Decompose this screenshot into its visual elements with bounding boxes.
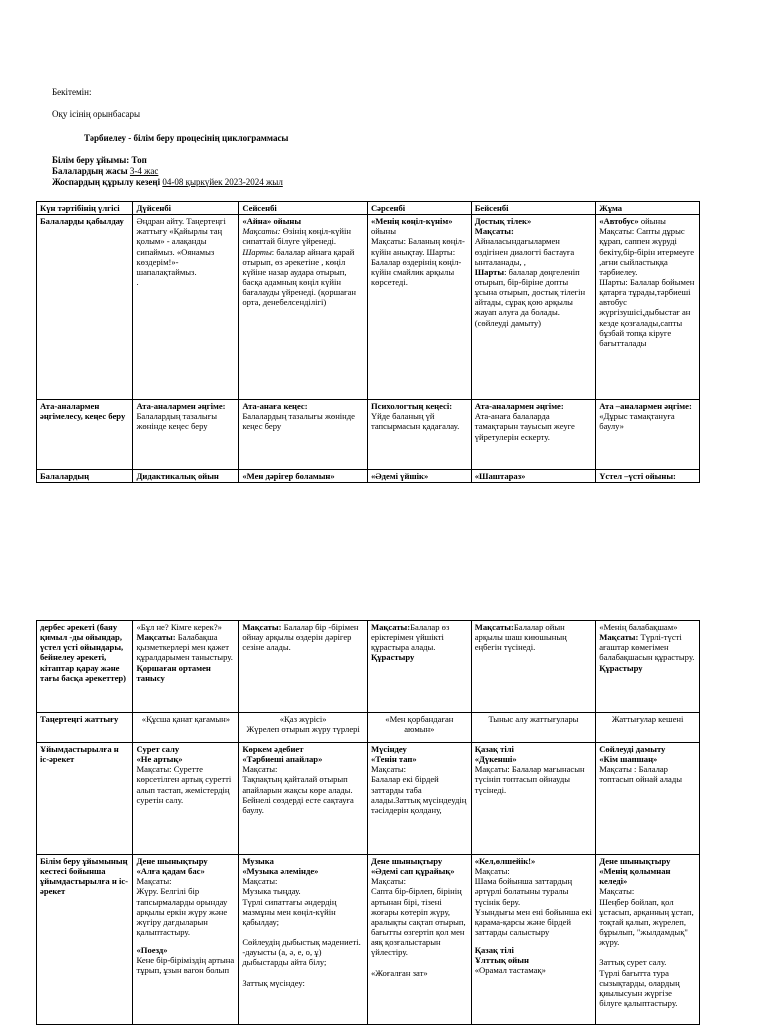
goal-text: Балалар бір -бірімен ойнау арқылы өздерін дәрігер сезіне алады. <box>242 622 359 653</box>
goal-text: Түрлі-түсті ағаштар көмегімен балабақшасын құрастыру. <box>599 632 695 663</box>
table-header-row <box>37 202 700 215</box>
area-label: Құрастыру <box>370 652 415 663</box>
cell-title <box>371 216 468 236</box>
cell-title-rest: ойыны <box>370 226 397 237</box>
cell-text: Ата-анаға балаларда тамақтарын тауысып жеуге үйретулерін ескерту. <box>474 411 575 442</box>
cell-thu-reception <box>471 215 596 400</box>
cell-title: «Кім шапшаң» <box>599 754 658 765</box>
cell-text: Кене бір-бірімiздің артына тұрып, ұзын вагон болып <box>136 955 235 976</box>
table-row <box>37 713 700 743</box>
subject-label: Дене шынықтыру <box>370 856 443 866</box>
cell-tue-parents <box>239 400 368 470</box>
cell-mon-organized <box>133 743 239 855</box>
cell-text: Мақсаты: Жүру. Белгілі бір тапсырмаларды орындау арқылы еркін жүру және жүгіру дағдыларын қалыптастыру. <box>136 876 228 937</box>
cell-fri-exercise: Жаттығулар кешені <box>596 713 700 743</box>
cyclogram-table-page1 <box>36 201 700 483</box>
cell-wed-reception <box>367 215 471 400</box>
cell-mon-reception: Әңдран айту. Таңертеңгі жаттығу «Қайырлы таң қолым» - алақанды сипаймыз. «Оянамыз көздерім!»- шапалақтаймыз. . <box>133 215 239 400</box>
goal-text: Балалар ойын арқылы шаш киюшының еңбегін түсінеді. <box>474 622 567 653</box>
age-line <box>52 166 158 176</box>
goal-text: Өзінің көңіл-күйін сипаттай білуге үйренеді. <box>242 226 351 247</box>
cell-title <box>599 216 696 226</box>
goal-label: Мақсаты: <box>599 632 639 643</box>
row-label-independent-cont: дербес әрекеті (баяу қимыл -ды ойындар, үстел үсті ойындары, бейнелеу әрекеті, кітаптар қарау және тағы басқа әрекеттер) <box>37 621 133 713</box>
rules-label: Шарты <box>242 246 272 257</box>
cell-wed-independent-cont <box>367 621 471 713</box>
subject-label: Қазақ тілі <box>474 945 514 956</box>
goal-label: Мақсаты: <box>474 226 514 237</box>
cell-fri-schedule <box>596 855 700 1025</box>
subject-label: Сөйлеуді дамыту <box>599 744 666 754</box>
cell-text: Үйде баланың үй тапсырмасын қадағалау. <box>370 411 460 432</box>
cell-thu-exercise: Тыныс алу жаттығулары <box>471 713 596 743</box>
age-value: 3-4 жас <box>129 166 159 176</box>
cell-thu-organized <box>471 743 596 855</box>
period-value: 04-08 қыркүйек 2023-2024 жыл <box>162 177 283 187</box>
goal-label: Мақсаты: <box>242 622 282 632</box>
period-line <box>52 177 283 187</box>
age-label: Балалардың жасы <box>52 166 128 176</box>
col-header-thursday: Бейсенбі <box>471 202 596 215</box>
cell-tue-independent-cont <box>239 621 368 713</box>
cell-wed-organized <box>367 743 471 855</box>
cell-title: «Бұл не? Кімге керек?» <box>136 622 222 632</box>
subject-label: Сурет салу <box>136 744 180 754</box>
deputy-label: Оқу ісінің орынбасары <box>52 109 141 119</box>
cell-title: Ұлттық ойын <box>474 955 529 966</box>
cell-title: «Тәрбиешi апайлар» <box>242 754 323 765</box>
cell-mon-exercise: «Құсша қанат қағамын» <box>133 713 239 743</box>
cell-text: Мақсаты: Шама бойынша заттардың әртүрлі болатыны туралы түсінік беру. Ұзындығы мен ені бойынша екі қарама-қарсы және бірдей заттарды салыстыру <box>474 866 592 937</box>
cell-text: Мақсаты: Сапта бір-бірлеп, бірінің артынан бірі, тізені жоғары көтеріп жүру, аралықты сақтап отырып, бағытты өзгертіп қол мен аяқ қозғалыстарын үйлестіру. «Жоғалған зат» <box>370 876 466 978</box>
cell-title-rest: ойыны <box>638 216 666 227</box>
rules-label: Шарты <box>474 266 505 277</box>
cell-title-bold: «Менің көңіл-күнім» <box>370 216 453 227</box>
cell-thu-schedule <box>471 855 596 1025</box>
row-label-schedule-activity: Білім беру ұйымының кестесі бойынша ұйымдастырылға н іс-әрекет <box>37 855 133 1025</box>
table-row <box>37 621 700 713</box>
period-label: Жоспардың құрылу кезеңі <box>52 177 161 187</box>
cell-wed-parents <box>367 400 471 470</box>
cell-mon-independent: Дидактикалық ойын <box>133 470 239 483</box>
subject-label: Дене шынықтыру <box>136 856 208 866</box>
cell-text: «Дұрыс тамақтануға баулу» <box>599 411 675 432</box>
cell-title: «Менің балабақшам» <box>599 622 678 632</box>
cell-text: «Орамал тастамақ» <box>474 965 546 976</box>
group-value: Топ <box>131 155 147 165</box>
goal-text: Айналасындағылармен өздігінен диалогті бастауға ынталанады, , <box>474 236 575 267</box>
cell-text: Мақсаты: Баланың көңіл-күйін анықтау. Шарты: Балалар өздерінің көңіл-күйін смайлик арқылы көрсетеді. <box>370 236 465 287</box>
cell-title: Психологтың кеңесі: <box>370 401 453 412</box>
cell-text: Мақсаты: Шеңбер бойлап, қол ұстасып, арқанның ұстап, тоқтай қалып, жүрелеп, бұрылып, "жылдамдық" жүру. Заттық сурет салу. Түрлі бағытта тура сызықтарды, олардың қиылысуын жүргізе білуге қалыптастыру. <box>599 886 694 1008</box>
goal-label: Мақсаты: <box>242 226 281 237</box>
cell-fri-independent: Үстел –үсті ойыны: <box>596 470 700 483</box>
cell-title: «Тенін тап» <box>370 754 417 765</box>
page-gap <box>0 560 768 600</box>
table-row <box>37 470 700 483</box>
page-2 <box>0 600 768 1024</box>
subject-label: Дене шынықтыру <box>599 856 671 866</box>
cell-mon-parents <box>133 400 239 470</box>
cell-text <box>599 632 696 662</box>
cell-text: Мақсаты: Тақпақтың қайталай отырып апайларын жақсы көре алады. Бейнелі сөздерді есте сақтауға баулу. <box>242 764 354 815</box>
table-row <box>37 400 700 470</box>
area-label: Қоршаған ортамен танысу <box>136 662 211 683</box>
cell-text: Мақсаты: Балалар мағынасын түсініп топтасып ойнауды түсінеді. <box>474 764 585 795</box>
cell-mon-independent-cont <box>133 621 239 713</box>
subject-label: Көркем әдебиет <box>242 744 304 754</box>
cell-text: Мақсаты: Музыка тыңдау. Түрлі сипаттағы әндердің мазмұны мен көңіл-күйін қабылдау; Сөйлеудің дыбыстық мәдениеті. -дауысты (а, ә, е, о, ұ) дыбыстарды айта білу; Заттық мүсіндеу: <box>242 876 361 988</box>
cell-text <box>475 267 593 328</box>
goal-label: Мақсаты: <box>136 632 176 643</box>
col-header-wednesday: Сәрсенбі <box>367 202 471 215</box>
cell-text: Мақсаты: Балалар екі бірдей заттарды таба алады.Заттық мүсіндеудің тәсілдерін қолдану, <box>370 764 467 815</box>
table-row <box>37 743 700 855</box>
col-header-schedule: Күн тәртібінің үлгісі <box>37 202 133 215</box>
cyclogram-table-page2 <box>36 620 700 1025</box>
cell-text <box>136 632 235 662</box>
cell-title: «Менің қолымнан келеді» <box>599 866 671 887</box>
col-header-friday: Жұма <box>596 202 700 215</box>
group-label: Білім беру ұйымы: <box>52 155 130 165</box>
cell-text: Балалардың тазалығы жөнінде кеңес беру <box>242 411 355 432</box>
cell-title-bold: «Автобус» <box>599 216 639 227</box>
goal-label: Мақсаты: <box>370 622 411 632</box>
cell-wed-exercise: «Мен қорбандаған аюмын» <box>367 713 471 743</box>
cell-title: Ата –аналармен әңгіме: <box>599 401 692 412</box>
cell-title: «Алға қадам бас» <box>136 866 205 877</box>
goal-text: Балабақша қызметкерлері мен қажет құралдарымен таныстыру. <box>136 632 233 663</box>
cell-title: Ата-анаға кеңес: <box>242 401 308 412</box>
cell-fri-parents <box>596 400 700 470</box>
subject-label: Мүсіндеу <box>370 744 407 754</box>
cell-tue-independent: «Мен дәрігер боламын» <box>239 470 368 483</box>
cell-tue-schedule <box>239 855 368 1025</box>
row-label-organized-activity: Ұйымдастырылға н іс-әрекет <box>37 743 133 855</box>
cell-thu-independent-cont <box>471 621 596 713</box>
cell-thu-parents <box>471 400 596 470</box>
row-label-morning-exercise: Таңертеңгі жаттығу <box>37 713 133 743</box>
cell-title: Ата-аналармен әңгіме: <box>474 401 564 412</box>
cell-text: Мақсаты: Сапты дұрыс құрап, саппен жүруді бекіту,бір-бірін итермеуге ,ағни сыйластыққа тәрбиелеу. Шарты: Балалар бойымен қатарға тұрады,тәрбиеші автобус жүргізушісі,дыбыстағ ан кезде қозғалады,сапты бұзбай топқа кіруге бағытталады <box>599 226 695 348</box>
goal-text: Балалар өз еріктерімен үйшікті құрастыра алады. <box>370 622 450 653</box>
cell-wed-schedule <box>367 855 471 1025</box>
area-label: Құрастыру <box>599 662 643 673</box>
cell-mon-schedule <box>133 855 239 1025</box>
subject-label: Музыка <box>242 856 274 866</box>
approve-label: Бекітемін: <box>52 87 92 97</box>
cell-text <box>242 226 364 246</box>
cell-text: Мақсаты : Балалар топтасып ойнай алады <box>599 764 682 785</box>
cell-title: «Поезд» <box>136 945 168 956</box>
cell-title: «Музыка әлемінде» <box>242 866 319 877</box>
cell-title: «Кел,өлшейік!» <box>474 856 536 866</box>
cell-fri-independent-cont <box>596 621 700 713</box>
document-title: Тәрбиелеу - білім беру процесінің циклограммасы <box>84 133 289 143</box>
cell-tue-reception <box>239 215 368 400</box>
cell-title: Ата-аналармен әңгіме: <box>136 401 226 412</box>
cell-tue-organized <box>239 743 368 855</box>
col-header-monday: Дүйсенбі <box>133 202 239 215</box>
cell-text <box>242 247 364 308</box>
cell-title: «Не артық» <box>136 754 183 765</box>
col-header-tuesday: Сейсенбі <box>239 202 368 215</box>
cell-thu-independent: «Шаштараз» <box>471 470 596 483</box>
cell-tue-exercise: «Қаз жүрісі» Жүрелеп отырып жүру түрлері <box>239 713 368 743</box>
cell-fri-organized <box>596 743 700 855</box>
cell-fri-reception <box>596 215 700 400</box>
cell-wed-independent: «Әдемі үйшік» <box>367 470 471 483</box>
cell-title: «Айна» ойыны <box>242 216 302 227</box>
rules-text: : балалар дөңгеленіп отырып, бір-біріне допты ұсына отырып, достық тілегін айтады, сұрақ қою арқылы жауап алуға да болады. (сөйлеуді дамыту) <box>474 266 586 328</box>
row-label-independent: Балалардың <box>37 470 133 483</box>
table-row <box>37 215 700 400</box>
subject-label: Қазақ тілі <box>474 744 514 754</box>
cell-title: Достық тілек» <box>474 216 532 227</box>
row-label-reception: Балаларды қабылдау <box>37 215 133 400</box>
cell-text: Балалардың тазалығы жөнінде кеңес беру <box>136 411 217 432</box>
cell-text: Мақсаты: Суретте көрсетілген артық суретті алып тастап, жемістердің суретін салу. <box>136 764 232 805</box>
group-line <box>52 155 147 165</box>
cell-title: «Әдемі сап құрайық» <box>370 866 455 877</box>
rules-text: : балалар айнаға қарай отырып, өз әрекетіне , көңіл күйіне назар аудара отырып, басқа адамның көңіл күйін бағалауды үйренеді. (қоршаған орта, денебелсенділігі) <box>242 246 356 308</box>
row-label-parents: Ата-аналармен әңгімелесу, кеңес беру <box>37 400 133 470</box>
goal-label: Мақсаты: <box>474 622 514 632</box>
table-row <box>37 855 700 1025</box>
cell-title: «Дүкенші» <box>474 754 517 765</box>
